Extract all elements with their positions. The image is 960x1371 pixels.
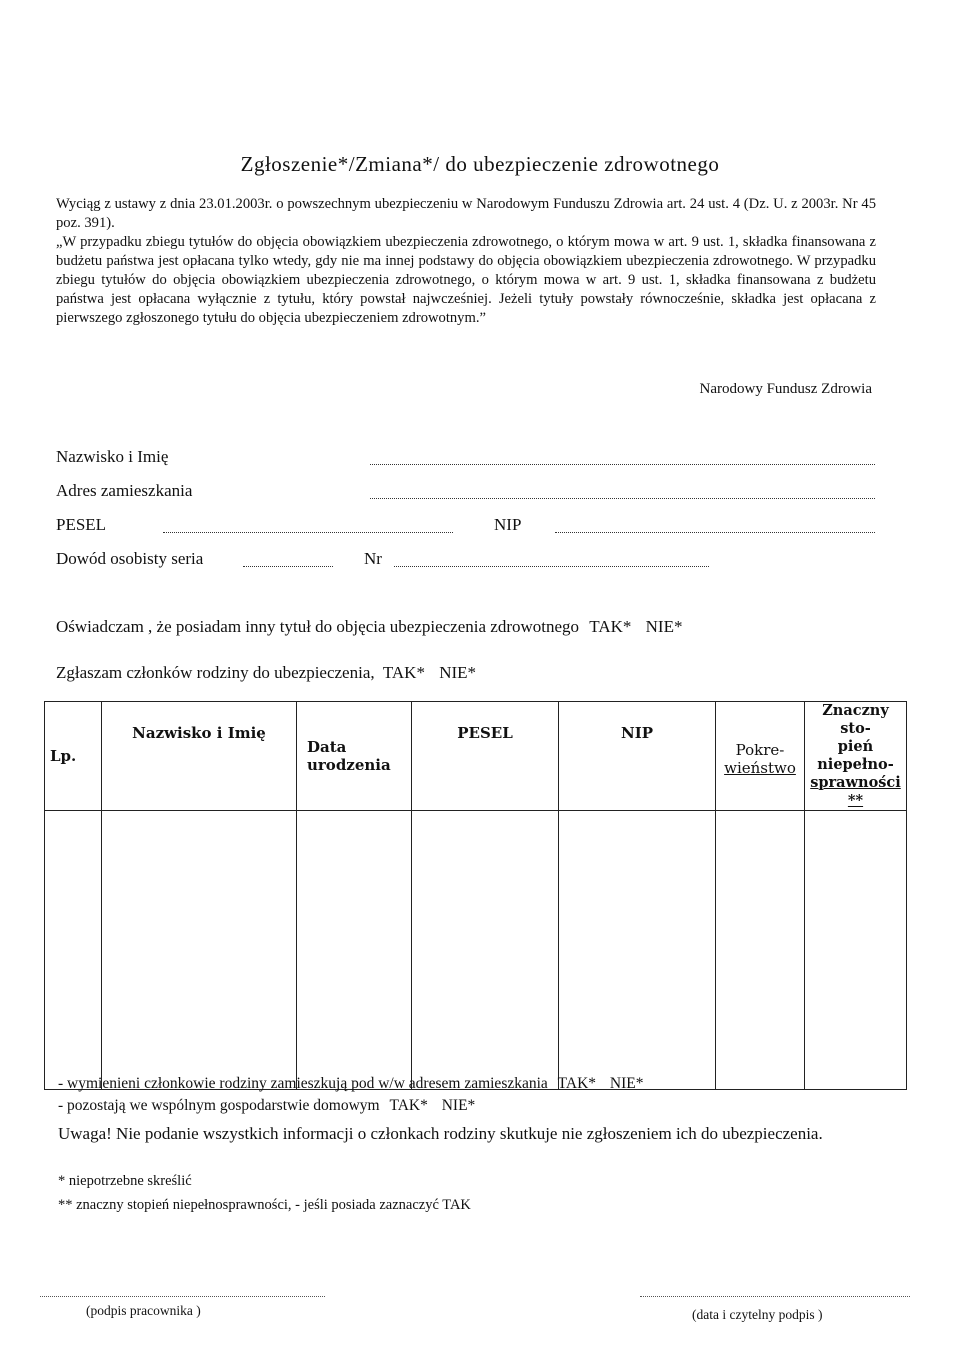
bullet-household [58, 1097, 475, 1115]
bullet-household-yes[interactable]: TAK* [389, 1097, 428, 1114]
other-title-text: Oświadczam , że posiadam inny tytuł do objęcia ubezpieczenia zdrowotnego [56, 617, 580, 636]
family-no-option[interactable]: NIE* [439, 663, 477, 682]
warning-note: Uwaga! Nie podanie wszystkich informacji o członkach rodziny skutkuje nie zgłoszeniem ich do ubezpieczenia. [58, 1124, 823, 1143]
bullet-same-address [58, 1075, 644, 1093]
table-header-row [45, 702, 907, 811]
family-statement [56, 663, 476, 683]
col-dob-header [297, 702, 412, 811]
name-field[interactable] [370, 464, 875, 465]
col-dob-line1: Data [307, 738, 347, 756]
law-quote: „W przypadku zbiegu tytułów do objęcia obowiązkiem ubezpieczenia zdrowotnego, o którym mowa w art. 9 ust. 1, składka finansowana z budżetu państwa jest opłacana tylko wtedy, gdy nie ma innej podstawy do objęcia obowiązkiem ubezpieczenia zdrowotnego. W przypadku zbiegu tytułów do objęcia obowiązkiem ubezpieczenia zdrowotnego, o którym mowa w art. 9 ust. 1, składka finansowana z budżetu państwa jest opłacana wyłącznie z tytułu, który powstał najwcześniej. Jeżeli tytuły powstały równocześnie, składka jest opłacana z pierwszego zgłoszonego tytułu do objęcia ubezpieczeniem zdrowotnym.” [56, 234, 876, 326]
footnote-disability: ** znaczny stopień niepełnosprawności, - jeśli posiada zaznaczyć TAK [58, 1197, 471, 1213]
employee-signature-label: (podpis pracownika ) [86, 1303, 201, 1318]
family-yes-option[interactable]: TAK* [382, 663, 425, 682]
nip-label: NIP [494, 515, 522, 534]
applicant-signature-line[interactable] [640, 1296, 910, 1297]
address-field[interactable] [370, 498, 875, 499]
col-disability-line2: pień niepełno- [817, 738, 894, 773]
bullet-same-address-no[interactable]: NIE* [609, 1075, 644, 1092]
cell-name[interactable] [102, 811, 297, 1090]
table-row [45, 811, 907, 1090]
address-label: Adres zamieszkania [56, 481, 193, 500]
pesel-label: PESEL [56, 515, 107, 534]
other-title-statement [56, 617, 682, 637]
col-disability-line1: Znaczny sto- [822, 702, 889, 737]
col-disability-line3: sprawności ** [810, 774, 901, 809]
col-nip-header: NIP [559, 702, 716, 811]
cell-lp[interactable] [45, 811, 102, 1090]
bullet-same-address-text: - wymienieni członkowie rodziny zamieszkują pod w/w adresem zamieszkania [58, 1075, 548, 1092]
quote-source: Narodowy Fundusz Zdrowia [699, 381, 872, 397]
col-lp-header: Lp. [45, 702, 102, 811]
col-relation-header [716, 702, 805, 811]
pesel-field[interactable] [163, 532, 453, 533]
other-title-no-option[interactable]: NIE* [645, 617, 683, 636]
col-relation-line2: wieństwo [724, 759, 796, 777]
bullet-household-no[interactable]: NIE* [441, 1097, 476, 1114]
col-disability-header [805, 702, 907, 811]
law-excerpt [56, 195, 876, 328]
family-text: Zgłaszam członków rodziny do ubezpieczenia, [56, 663, 375, 682]
footnote-strike: * niepotrzebne skreślić [58, 1173, 192, 1189]
form-title: Zgłoszenie*/Zmiana*/ do ubezpieczenie zdrowotnego [240, 152, 720, 176]
cell-relation[interactable] [716, 811, 805, 1090]
col-name-header: Nazwisko i Imię [102, 702, 297, 811]
col-dob-line2: urodzenia [307, 756, 391, 774]
cell-pesel[interactable] [412, 811, 559, 1090]
bullet-same-address-yes[interactable]: TAK* [557, 1075, 597, 1092]
id-series-field[interactable] [243, 566, 333, 567]
id-series-label: Dowód osobisty seria [56, 549, 204, 568]
nip-field[interactable] [555, 532, 875, 533]
family-members-table [44, 701, 907, 1090]
employee-signature-line[interactable] [40, 1296, 325, 1297]
id-number-field[interactable] [394, 566, 709, 567]
applicant-signature-label: (data i czytelny podpis ) [692, 1307, 823, 1322]
id-number-label: Nr [364, 549, 382, 568]
name-label: Nazwisko i Imię [56, 447, 169, 466]
col-pesel-header: PESEL [412, 702, 559, 811]
other-title-yes-option[interactable]: TAK* [589, 617, 632, 636]
law-reference: Wyciąg z ustawy z dnia 23.01.2003r. o powszechnym ubezpieczeniu w Narodowym Funduszu Zdrowia art. 24 ust. 4 (Dz. U. z 2003r. Nr 45 poz. 391). [56, 196, 876, 231]
cell-nip[interactable] [559, 811, 716, 1090]
cell-disability[interactable] [805, 811, 907, 1090]
cell-dob[interactable] [297, 811, 412, 1090]
bullet-household-text: - pozostają we wspólnym gospodarstwie domowym [58, 1097, 380, 1114]
col-relation-line1: Pokre- [735, 741, 785, 759]
